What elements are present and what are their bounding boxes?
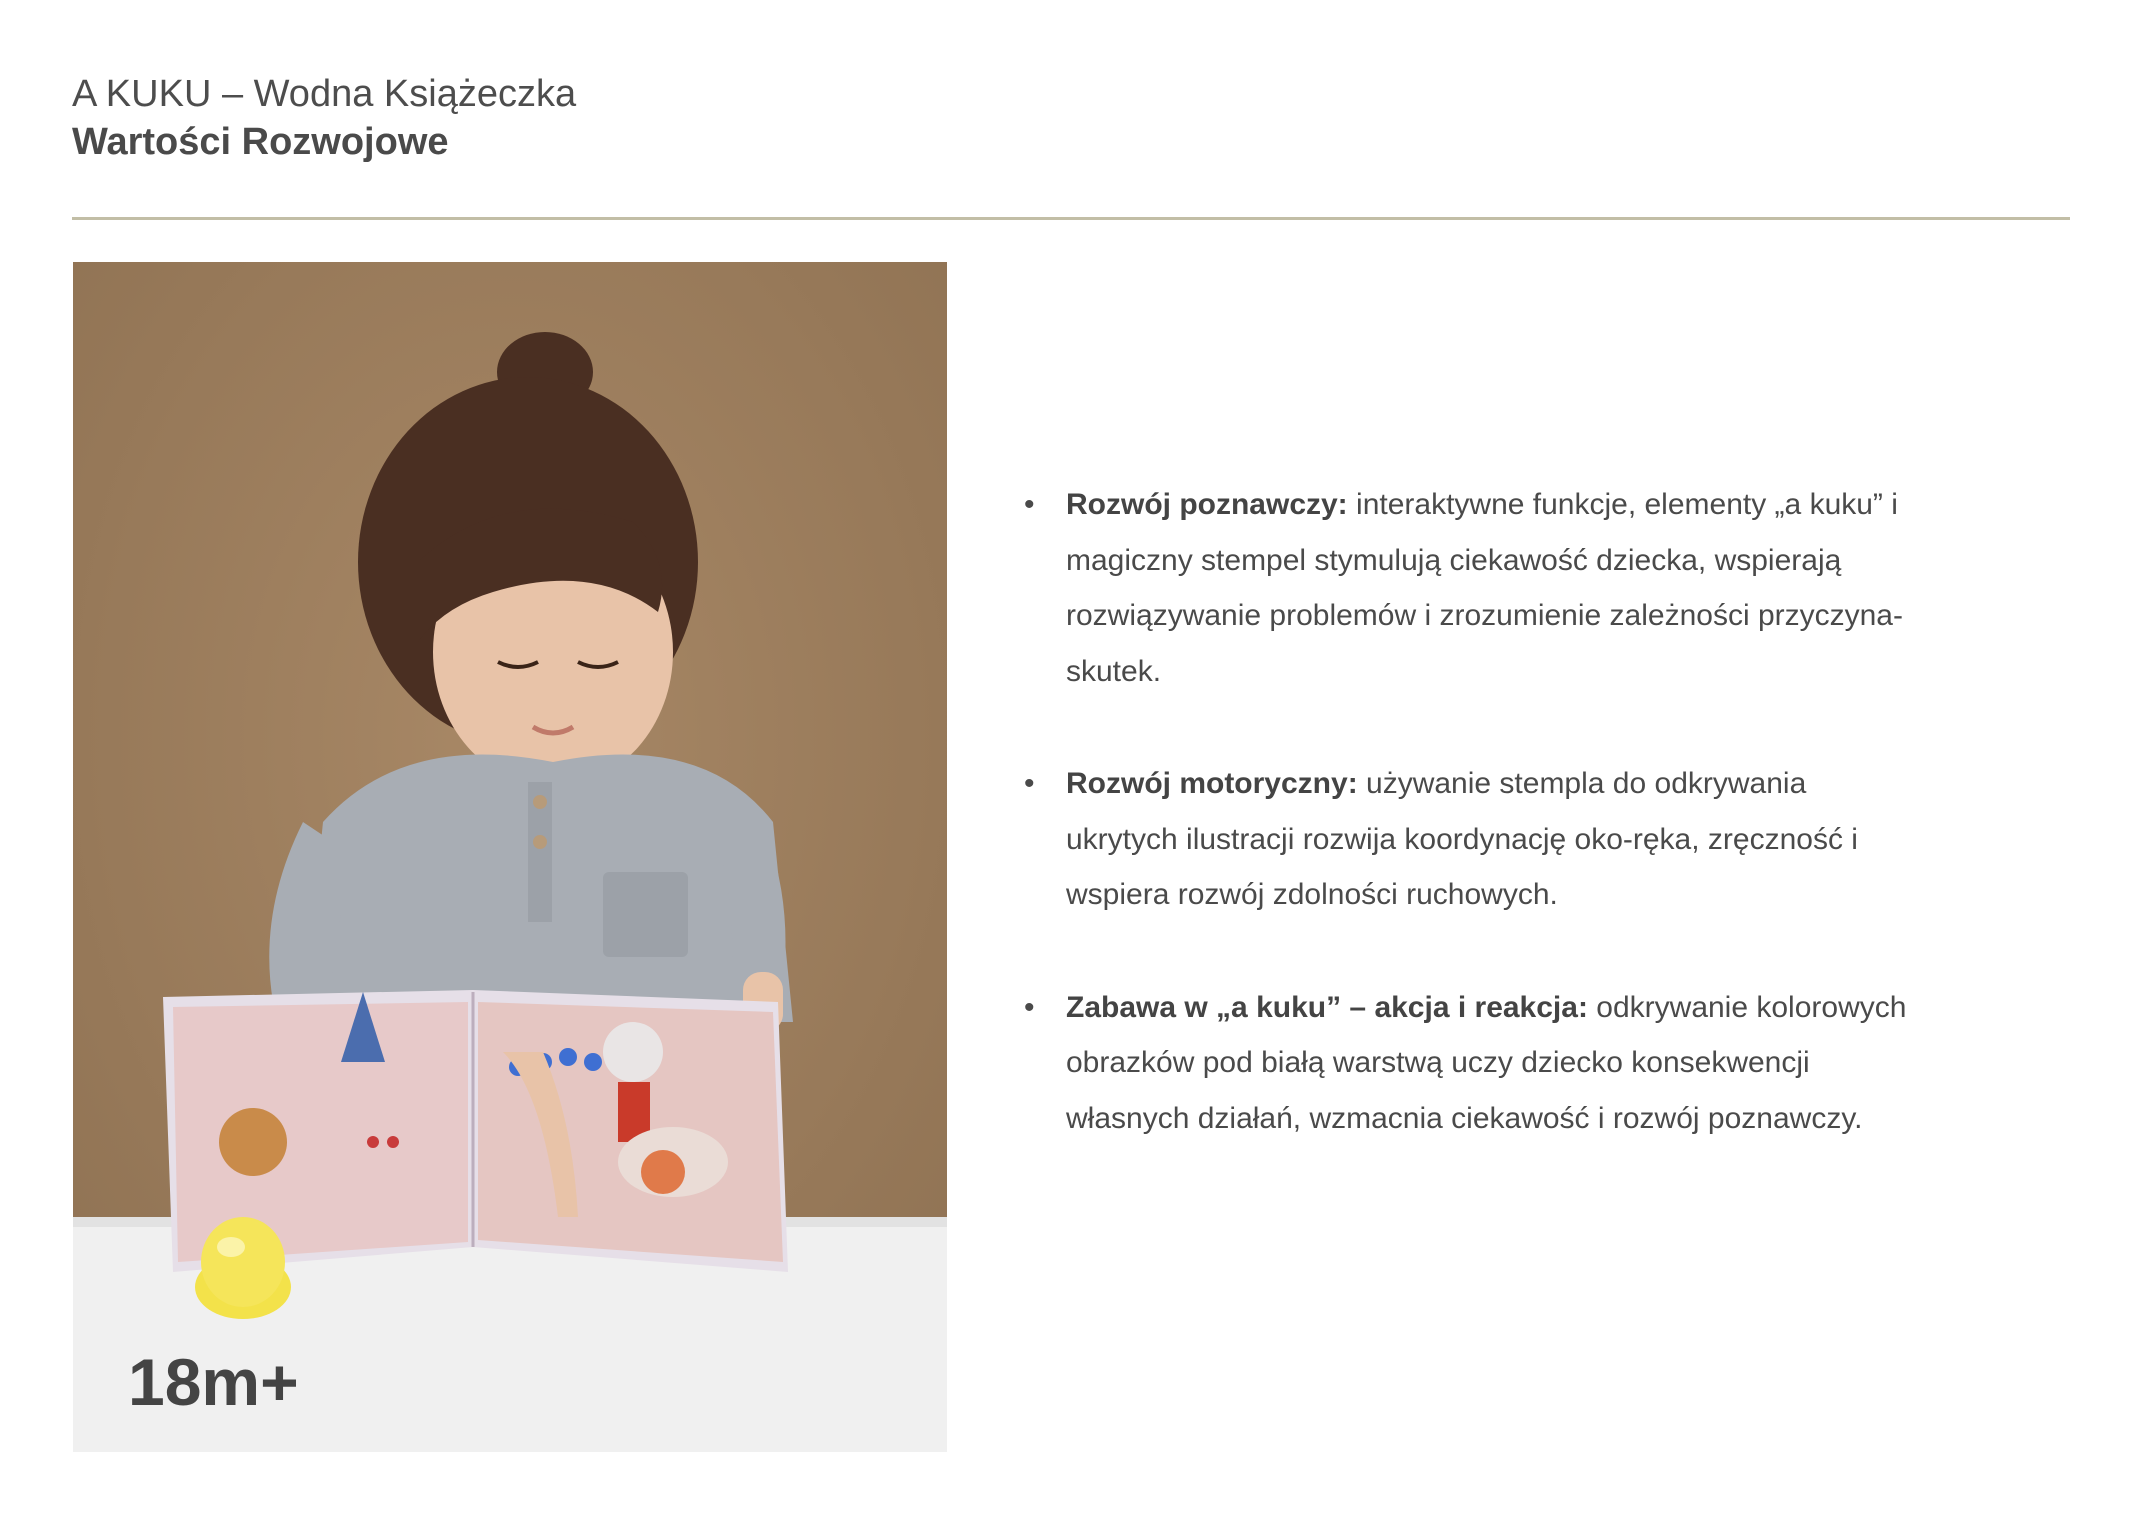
bullet-text: własnych działań, wzmacnia ciekawość i rozwój poznawczy. [1066,1101,1863,1135]
bullet-text: obrazków pod białą warstwą uczy dziecko konsekwencji [1066,1046,1810,1079]
bullet-text: rozwiązywanie problemów i zrozumienie zależności przyczyna- [1066,599,1903,632]
bullet-text: wspiera rozwój zdolności ruchowych. [1066,878,1558,911]
developmental-values-list [1020,477,2020,1203]
bullet-text: ukrytych ilustracji rozwija koordynację oko-ręka, zręczność i [1066,822,1858,856]
bullet-line [1066,477,2020,533]
bullet-peekaboo [1020,980,2020,1147]
bullet-lead: Zabawa w „a kuku” – akcja i reakcja: [1066,990,1588,1024]
product-photo [73,262,947,1452]
header-divider [72,217,2070,220]
bullet-line [1066,756,2020,812]
bullet-text: używanie stempla do odkrywania [1357,767,1807,800]
age-label: 18m+ [128,1345,299,1419]
bullet-text: odkrywanie kolorowych [1587,990,1907,1024]
bullet-cognitive [1020,477,2020,699]
bullet-lead: Rozwój poznawczy: [1066,488,1348,521]
bullet-lead: Rozwój motoryczny: [1066,767,1358,800]
bullet-text: interaktywne funkcje, elementy „a kuku” i [1347,488,1898,521]
child-reading-book-illustration [73,262,947,1452]
header [72,70,576,166]
page-subtitle: Wartości Rozwojowe [72,121,449,163]
bullet-line [1066,980,2020,1036]
page-title: A KUKU – Wodna Książeczka [72,73,577,115]
bullet-text: skutek. [1066,654,1162,688]
bullet-motor [1020,756,2020,923]
bullet-text: magiczny stempel stymulują ciekawość dziecka, wspierają [1066,543,1842,577]
